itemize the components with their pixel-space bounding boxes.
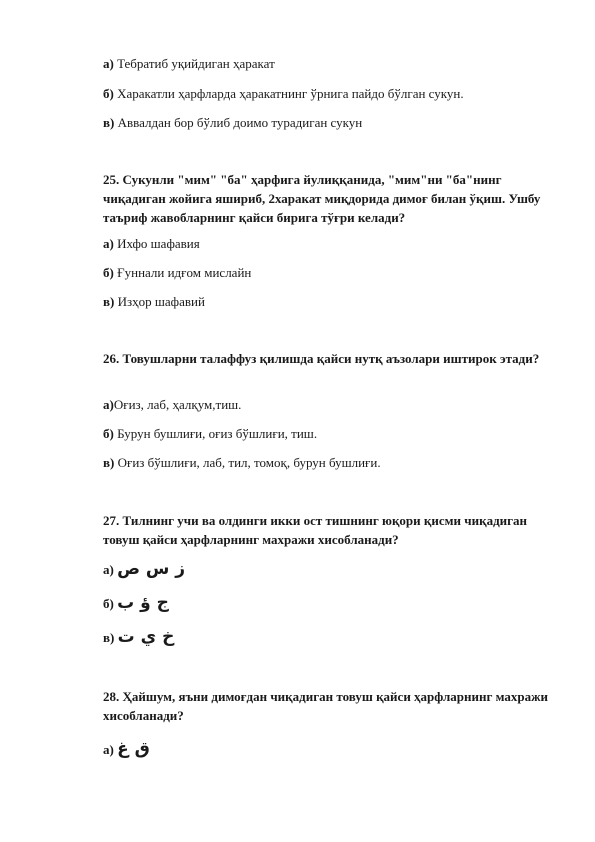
option-b: [103, 265, 251, 281]
option-label: б): [103, 86, 114, 101]
option-c: [103, 455, 381, 471]
option-c: [103, 629, 174, 646]
option-text: Тебратиб уқийдиган ҳаракат: [117, 56, 275, 71]
option-text: Харакатли ҳарфларда ҳаракатнинг ўрнига пайдо бўлган сукун.: [117, 86, 464, 101]
option-text: Изҳор шафавий: [117, 294, 205, 309]
option-label: б): [103, 426, 114, 441]
option-a: [103, 741, 150, 758]
option-label: б): [103, 265, 114, 280]
question-25: 25. Сукунли "мим" "ба" ҳарфига йулиққанида, "мим"ни "ба"нинг чиқадиган жойига яшириб, 2харакат миқдорида димоғ билан ўқиш. Ушбу таъриф жавобларнинг қайси бирига тўғри келади?: [103, 172, 541, 225]
option-label: в): [103, 115, 115, 130]
option-label: а): [103, 742, 114, 757]
option-a: [103, 561, 185, 578]
option-label: а): [103, 56, 114, 71]
option-label: б): [103, 596, 114, 611]
option-a: [103, 56, 275, 72]
option-a: [103, 236, 200, 252]
option-label: в): [103, 630, 115, 645]
option-c: [103, 294, 205, 310]
arabic-letters: خ ي ت: [117, 627, 175, 647]
option-label: а): [103, 397, 114, 412]
option-label: а): [103, 236, 114, 251]
option-label: в): [103, 455, 115, 470]
option-label: в): [103, 294, 115, 309]
option-a: [103, 397, 241, 413]
option-label: а): [103, 562, 114, 577]
question-27: 27. Тилнинг учи ва олдинги икки ост тишнинг юқори қисми чиқадиган товуш қайси ҳарфларнинг махражи хисобланади?: [103, 513, 528, 547]
option-b: [103, 86, 464, 102]
arabic-letters: ز س ص: [117, 559, 186, 579]
option-text: Бурун бушлиғи, оғиз бўшлиғи, тиш.: [117, 426, 318, 441]
option-text: Оғиз бўшлиғи, лаб, тил, томоқ, бурун бушлиғи.: [117, 455, 381, 470]
question-28: 28. Ҳайшум, яъни димоғдан чиқадиган товуш қайси ҳарфларнинг махражи хисобланади?: [103, 689, 549, 723]
option-text: Ихфо шафавия: [117, 236, 200, 251]
question-26: 26. Товушларни талаффуз қилишда қайси нутқ аъзолари иштирок этади?: [103, 351, 540, 366]
option-text: Аввалдан бор бўлиб доимо турадиган сукун: [117, 115, 363, 130]
option-text: Оғиз, лаб, ҳалқум,тиш.: [113, 397, 242, 412]
arabic-letters: ق غ: [117, 739, 150, 759]
option-b: [103, 595, 169, 612]
option-b: [103, 426, 317, 442]
option-text: Ғуннали идғом мислайн: [117, 265, 252, 280]
arabic-letters: ج ؤ ب: [117, 593, 169, 613]
option-c: [103, 115, 362, 131]
